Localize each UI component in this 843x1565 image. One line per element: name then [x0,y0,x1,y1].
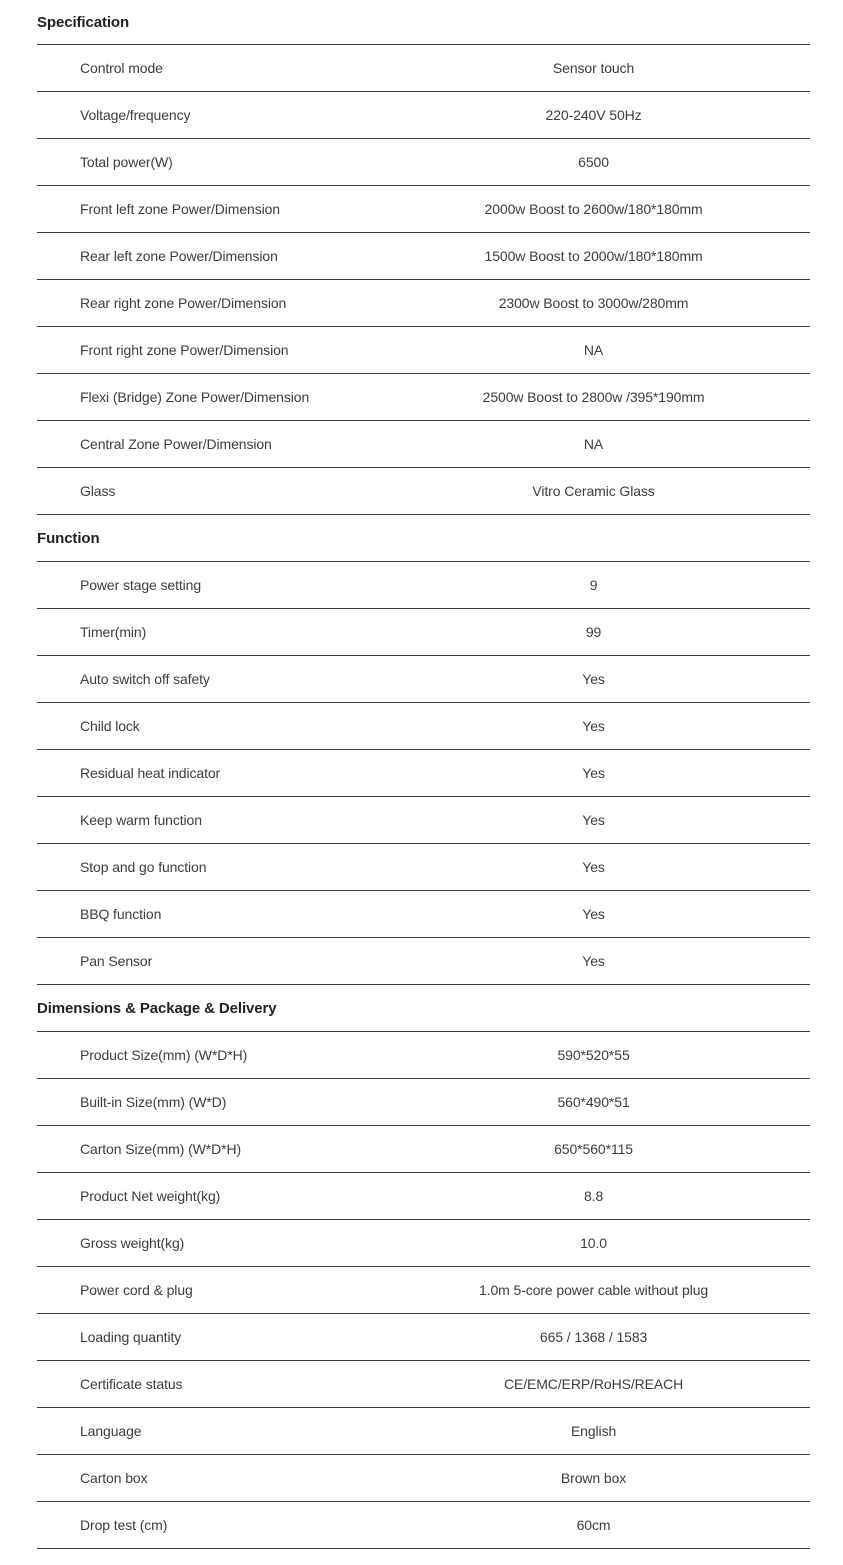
spec-section [37,515,810,985]
spec-value: NA [583,436,604,452]
table-row [37,186,810,233]
table-row [37,703,810,750]
table-row [37,92,810,139]
spec-label: Power cord & plug [80,1282,193,1298]
spec-label: Drop test (cm) [80,1517,168,1533]
table-row [37,1502,810,1549]
spec-label: Auto switch off safety [80,671,210,687]
spec-value: Sensor touch [552,60,635,76]
spec-label: Residual heat indicator [80,765,221,781]
spec-label: Keep warm function [80,812,202,828]
table-row [37,609,810,656]
spec-value: 1500w Boost to 2000w/180*180mm [484,248,703,264]
section-title: Function [37,515,810,562]
table-row [37,1267,810,1314]
table-row [37,750,810,797]
spec-label: Product Size(mm) (W*D*H) [80,1047,248,1063]
spec-label: Gross weight(kg) [80,1235,185,1251]
spec-value: 8.8 [583,1188,604,1204]
spec-value: 60cm [576,1517,611,1533]
spec-label: Front right zone Power/Dimension [80,342,289,358]
table-row [37,374,810,421]
spec-label: Front left zone Power/Dimension [80,201,280,217]
spec-label: Pan Sensor [80,953,153,969]
spec-value: Yes [582,671,605,687]
spec-value: 2000w Boost to 2600w/180*180mm [484,201,703,217]
spec-value: NA [583,342,604,358]
spec-value: 99 [585,624,602,640]
table-row [37,844,810,891]
table-row [37,891,810,938]
table-row [37,1220,810,1267]
table-row [37,1314,810,1361]
spec-label: Timer(min) [80,624,147,640]
spec-value: 590*520*55 [557,1047,630,1063]
spec-label: Language [80,1423,142,1439]
spec-value: Vitro Ceramic Glass [532,483,655,499]
spec-label: Rear left zone Power/Dimension [80,248,278,264]
table-row [37,1032,810,1079]
table-row [37,468,810,515]
table-row [37,421,810,468]
table-row [37,327,810,374]
spec-value: 665 / 1368 / 1583 [539,1329,648,1345]
spec-label: Built-in Size(mm) (W*D) [80,1094,227,1110]
spec-value: English [570,1423,617,1439]
spec-section [37,0,810,515]
spec-label: Control mode [80,60,163,76]
table-row [37,45,810,92]
spec-label: Voltage/frequency [80,107,191,123]
table-row [37,1455,810,1502]
spec-value: 2500w Boost to 2800w /395*190mm [482,389,705,405]
spec-value: 220-240V 50Hz [545,107,642,123]
table-row [37,562,810,609]
spec-label: Loading quantity [80,1329,182,1345]
table-row [37,1173,810,1220]
spec-label: BBQ function [80,906,162,922]
spec-section [37,985,810,1549]
spec-value: Brown box [560,1470,627,1486]
spec-value: 1.0m 5-core power cable without plug [479,1282,709,1298]
spec-label: Glass [80,483,116,499]
spec-value: Yes [582,765,605,781]
table-row [37,1079,810,1126]
spec-value: Yes [582,718,605,734]
section-title: Specification [37,0,810,45]
spec-value: 10.0 [580,1235,607,1251]
spec-value: CE/EMC/ERP/RoHS/REACH [503,1376,684,1392]
spec-label: Product Net weight(kg) [80,1188,221,1204]
spec-label: Carton Size(mm) (W*D*H) [80,1141,242,1157]
spec-value: Yes [582,859,605,875]
spec-label: Central Zone Power/Dimension [80,436,272,452]
spec-label: Flexi (Bridge) Zone Power/Dimension [80,389,310,405]
spec-value: 9 [589,577,598,593]
section-title: Dimensions & Package & Delivery [37,985,810,1032]
table-row [37,1361,810,1408]
spec-value: 650*560*115 [554,1141,633,1157]
table-row [37,280,810,327]
spec-label: Total power(W) [80,154,173,170]
spec-value: Yes [582,953,605,969]
spec-value: 2300w Boost to 3000w/280mm [498,295,689,311]
table-row [37,233,810,280]
spec-label: Certificate status [80,1376,183,1392]
table-row [37,139,810,186]
spec-label: Rear right zone Power/Dimension [80,295,287,311]
table-row [37,656,810,703]
table-row [37,1126,810,1173]
spec-value: 560*490*51 [557,1094,630,1110]
spec-label: Child lock [80,718,140,734]
spec-value: 6500 [578,154,609,170]
spec-label: Stop and go function [80,859,207,875]
table-row [37,938,810,985]
spec-value: Yes [582,906,605,922]
table-row [37,1408,810,1455]
spec-label: Power stage setting [80,577,202,593]
table-row [37,797,810,844]
spec-table [37,0,810,1549]
spec-label: Carton box [80,1470,148,1486]
spec-value: Yes [582,812,605,828]
